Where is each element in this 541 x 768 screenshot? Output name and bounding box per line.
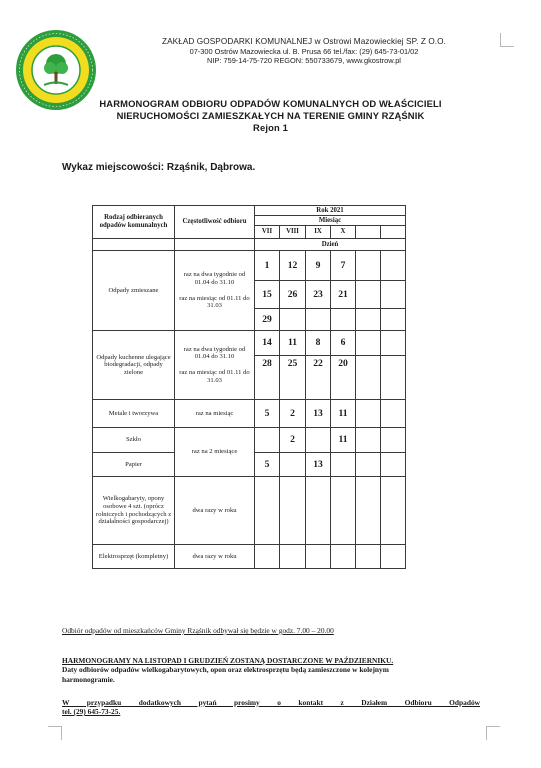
day-cell <box>306 309 331 331</box>
notice-text-1: Daty odbiorów odpadów wielkogabarytowych, opon oraz elektrosprzętu będą zamieszczone w kolejnym <box>62 665 389 675</box>
day-cell <box>331 545 356 569</box>
day-cell <box>381 281 406 309</box>
company-ids: NIP: 759-14-75-720 REGON: 550733679, www.gkostrow.pl <box>207 56 401 66</box>
day-cell: 26 <box>280 281 306 309</box>
day-cell <box>381 428 406 453</box>
day-cell <box>280 545 306 569</box>
row-label-electro: Elektrosprzęt (kompletny) <box>93 545 175 569</box>
month-cell: X <box>331 226 356 239</box>
day-cell <box>280 453 306 477</box>
day-cell <box>381 356 406 400</box>
title-line-1: HARMONOGRAM ODBIORU ODPADÓW KOMUNALNYCH OD WŁAŚCICIELI <box>99 98 442 109</box>
day-cell: 9 <box>306 251 331 281</box>
day-cell: 21 <box>331 281 356 309</box>
frequency-mixed <box>175 251 255 331</box>
header-year: Rok 2021 <box>255 206 406 216</box>
day-cell: 2 <box>280 428 306 453</box>
row-label-glass: Szkło <box>93 428 175 453</box>
header-waste-type: Rodzaj odbieranych odpadów komunalnych <box>93 206 175 239</box>
row-label-metal: Metale i tworzywa <box>93 400 175 428</box>
day-cell: 8 <box>306 331 331 356</box>
day-cell <box>331 453 356 477</box>
day-cell <box>255 477 280 545</box>
day-cell: 2 <box>280 400 306 428</box>
day-cell <box>306 428 331 453</box>
title-line-3: Rejon 1 <box>253 122 288 134</box>
day-cell <box>280 477 306 545</box>
day-cell: 14 <box>255 331 280 356</box>
notice-text-2: harmonogramie. <box>62 674 115 684</box>
day-cell: 28 <box>255 356 280 400</box>
day-cell: 11 <box>331 400 356 428</box>
places-list: Wykaz miejscowości: Rząśnik, Dąbrowa. <box>62 162 256 173</box>
day-cell <box>356 331 381 356</box>
day-cell <box>356 309 381 331</box>
day-cell <box>306 477 331 545</box>
day-cell: 5 <box>255 400 280 428</box>
header-spacer <box>175 239 255 251</box>
day-cell <box>381 477 406 545</box>
title-line-2: NIERUCHOMOŚCI ZAMIESZKAŁYCH NA TERENIE GMINY RZĄŚNIK <box>116 110 425 122</box>
crop-mark-bottom-right <box>486 726 500 740</box>
day-cell <box>356 281 381 309</box>
day-cell <box>255 545 280 569</box>
day-cell <box>356 428 381 453</box>
day-cell <box>356 545 381 569</box>
day-cell <box>280 309 306 331</box>
collection-hours: Odbiór odpadów od mieszkańców Gminy Rząśnik odbywał się będzie w godz. 7.00 – 20.00 <box>62 626 334 635</box>
day-cell: 20 <box>331 356 356 400</box>
day-cell: 6 <box>331 331 356 356</box>
frequency-bulky: dwa razy w roku <box>175 477 255 545</box>
month-cell <box>356 226 381 239</box>
day-cell <box>356 477 381 545</box>
day-cell <box>331 309 356 331</box>
document-title <box>60 98 481 135</box>
day-cell: 11 <box>280 331 306 356</box>
frequency-mixed-a: raz na dwa tygodnie od 01.04 do 31.10 <box>183 271 246 286</box>
header-month: Miesiąc <box>255 216 406 226</box>
day-cell: 13 <box>306 453 331 477</box>
header-spacer <box>93 239 175 251</box>
day-cell <box>356 453 381 477</box>
month-cell <box>381 226 406 239</box>
row-label-bio: Odpady kuchenne ulegające biodegradacji, odpady zielone <box>93 331 175 400</box>
frequency-mixed-b: raz na miesiąc od 01.11 do 31.03 <box>179 294 250 310</box>
header-day: Dzień <box>255 239 406 251</box>
header-frequency: Częstotliwość odbioru <box>175 206 255 239</box>
day-cell <box>306 545 331 569</box>
frequency-metal: raz na miesiąc <box>175 400 255 428</box>
contact-line-2: tel. (29) 645-73-25. <box>62 707 121 716</box>
day-cell: 5 <box>255 453 280 477</box>
day-cell <box>356 251 381 281</box>
frequency-bio-b: raz na miesiąc od 01.11 do 31.03 <box>179 369 250 384</box>
day-cell: 7 <box>331 251 356 281</box>
day-cell: 11 <box>331 428 356 453</box>
frequency-electro: dwa razy w roku <box>175 545 255 569</box>
contact-line-1: W przypadku dodatkowych pytań prosimy o kontakt z Działem Odbioru Odpadów <box>62 698 480 707</box>
month-cell: VIII <box>280 226 306 239</box>
day-cell: 15 <box>255 281 280 309</box>
day-cell: 1 <box>255 251 280 281</box>
month-cell: VII <box>255 226 280 239</box>
company-address: 07-300 Ostrów Mazowiecka ul. B. Prusa 66 tel./fax: (29) 645-73-01/02 <box>189 46 419 56</box>
day-cell <box>381 309 406 331</box>
company-name: ZAKŁAD GOSPODARKI KOMUNALNEJ w Ostrowi Mazowieckiej SP. Z O.O. <box>161 37 447 46</box>
frequency-bio-a: raz na dwa tygodnie od 01.04 do 31.10 <box>183 345 246 361</box>
day-cell: 25 <box>280 356 306 400</box>
day-cell: 23 <box>306 281 331 309</box>
notice-block <box>62 656 480 684</box>
day-cell: 22 <box>306 356 331 400</box>
day-cell <box>356 400 381 428</box>
day-cell <box>255 428 280 453</box>
day-cell <box>381 545 406 569</box>
day-cell: 29 <box>255 309 280 331</box>
month-cell: IX <box>306 226 331 239</box>
day-cell: 13 <box>306 400 331 428</box>
day-cell <box>331 477 356 545</box>
crop-mark-bottom-left <box>48 726 62 740</box>
day-cell <box>381 251 406 281</box>
day-cell <box>356 356 381 400</box>
row-label-bulky: Wielkogabaryty, opony osobowe 4 szt. (oprócz rolniczych i pochodzących z działalności gospodarczej) <box>93 477 175 545</box>
row-label-mixed: Odpady zmieszane <box>93 251 175 331</box>
row-label-paper: Papier <box>93 453 175 477</box>
day-cell: 12 <box>280 251 306 281</box>
day-cell <box>381 400 406 428</box>
company-header <box>104 37 504 66</box>
day-cell <box>381 453 406 477</box>
frequency-bio <box>175 331 255 400</box>
notice-title: HARMONOGRAMY NA LISTOPAD I GRUDZIEŃ ZOSTANĄ DOSTARCZONE W PAŹDZIERNIKU. <box>62 656 394 665</box>
frequency-glass-paper: raz na 2 miesiące <box>175 428 255 477</box>
day-cell <box>381 331 406 356</box>
schedule-table <box>92 205 406 569</box>
